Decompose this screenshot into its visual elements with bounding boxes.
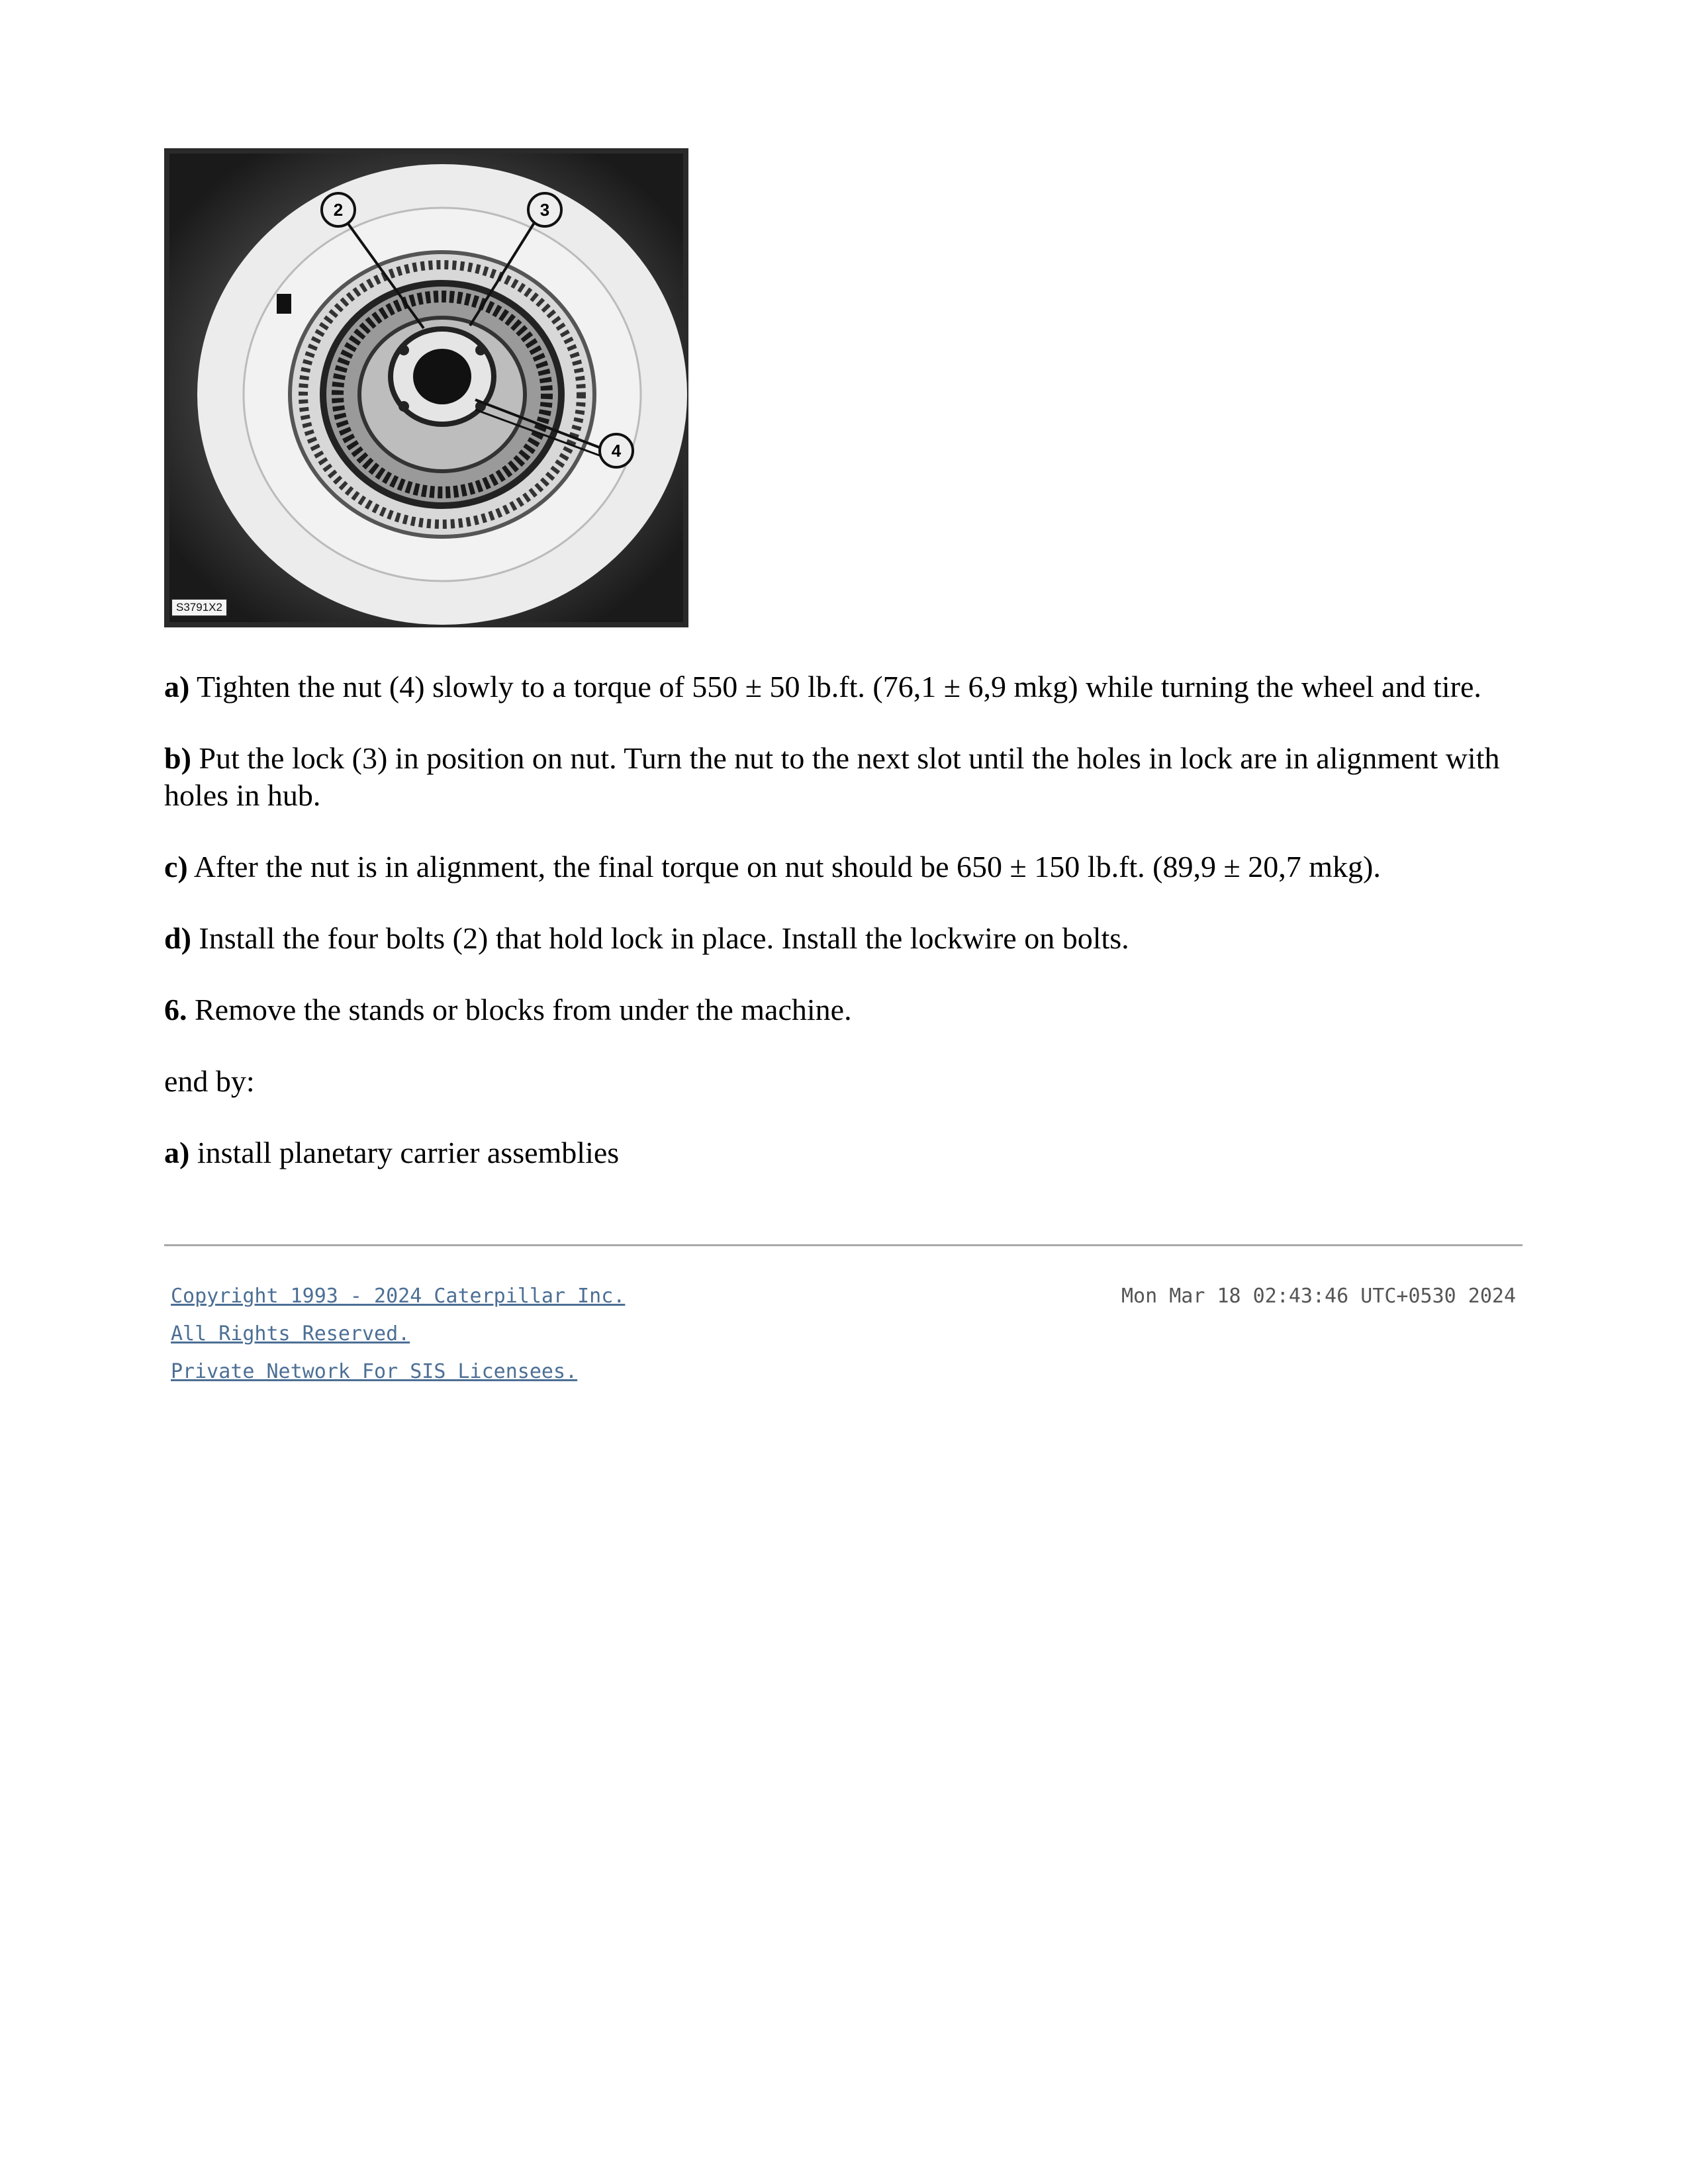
callout-4-label: 4 [611,441,622,461]
step-b-label: b) [164,741,191,775]
image-code-label [171,598,228,617]
step-6-text: Remove the stands or blocks from under the machine. [187,993,852,1026]
step-c [164,848,1528,886]
step-a-text: Tighten the nut (4) slowly to a torque of 550 ± 50 lb.ft. (76,1 ± 6,9 mkg) while turning the wheel and tire. [189,670,1481,704]
footer-links [171,1277,625,1390]
step-6-label: 6. [164,993,187,1026]
private-network-link[interactable]: Private Network For SIS Licensees. [171,1360,578,1383]
callout-2-badge [320,192,356,228]
step-c-label: c) [164,850,188,884]
step-c-text: After the nut is in alignment, the final torque on nut should be 650 ± 150 lb.ft. (89,9 ± 20,7 mkg). [187,850,1381,884]
step-d [164,920,1528,957]
step-b [164,740,1528,814]
end-step-a [164,1134,1528,1171]
rights-link[interactable]: All Rights Reserved. [171,1322,410,1345]
footer-divider [164,1244,1523,1246]
print-timestamp: Mon Mar 18 02:43:46 UTC+0530 2024 [1121,1285,1516,1308]
end-by-heading: end by: [164,1064,255,1098]
callout-2-label: 2 [333,200,344,220]
step-d-text: Install the four bolts (2) that hold lock in place. Install the lockwire on bolts. [191,921,1129,955]
step-a [164,668,1528,705]
procedure-steps [164,668,1528,1206]
end-step-a-label: a) [164,1136,190,1169]
copyright-link[interactable]: Copyright 1993 - 2024 Caterpillar Inc. [171,1285,626,1308]
step-a-label: a) [164,670,190,704]
step-6 [164,991,1528,1028]
callout-3-badge [527,192,563,228]
image-code-text: S3791X2 [176,601,222,614]
callout-3-label: 3 [539,200,550,220]
callout-4-badge [598,433,634,469]
hub-assembly-photo [164,148,688,627]
step-b-text: Put the lock (3) in position on nut. Turn the nut to the next slot until the holes in lock are in alignment with holes in hub. [164,741,1500,812]
step-d-label: d) [164,921,191,955]
end-step-a-text: install planetary carrier assemblies [189,1136,620,1169]
